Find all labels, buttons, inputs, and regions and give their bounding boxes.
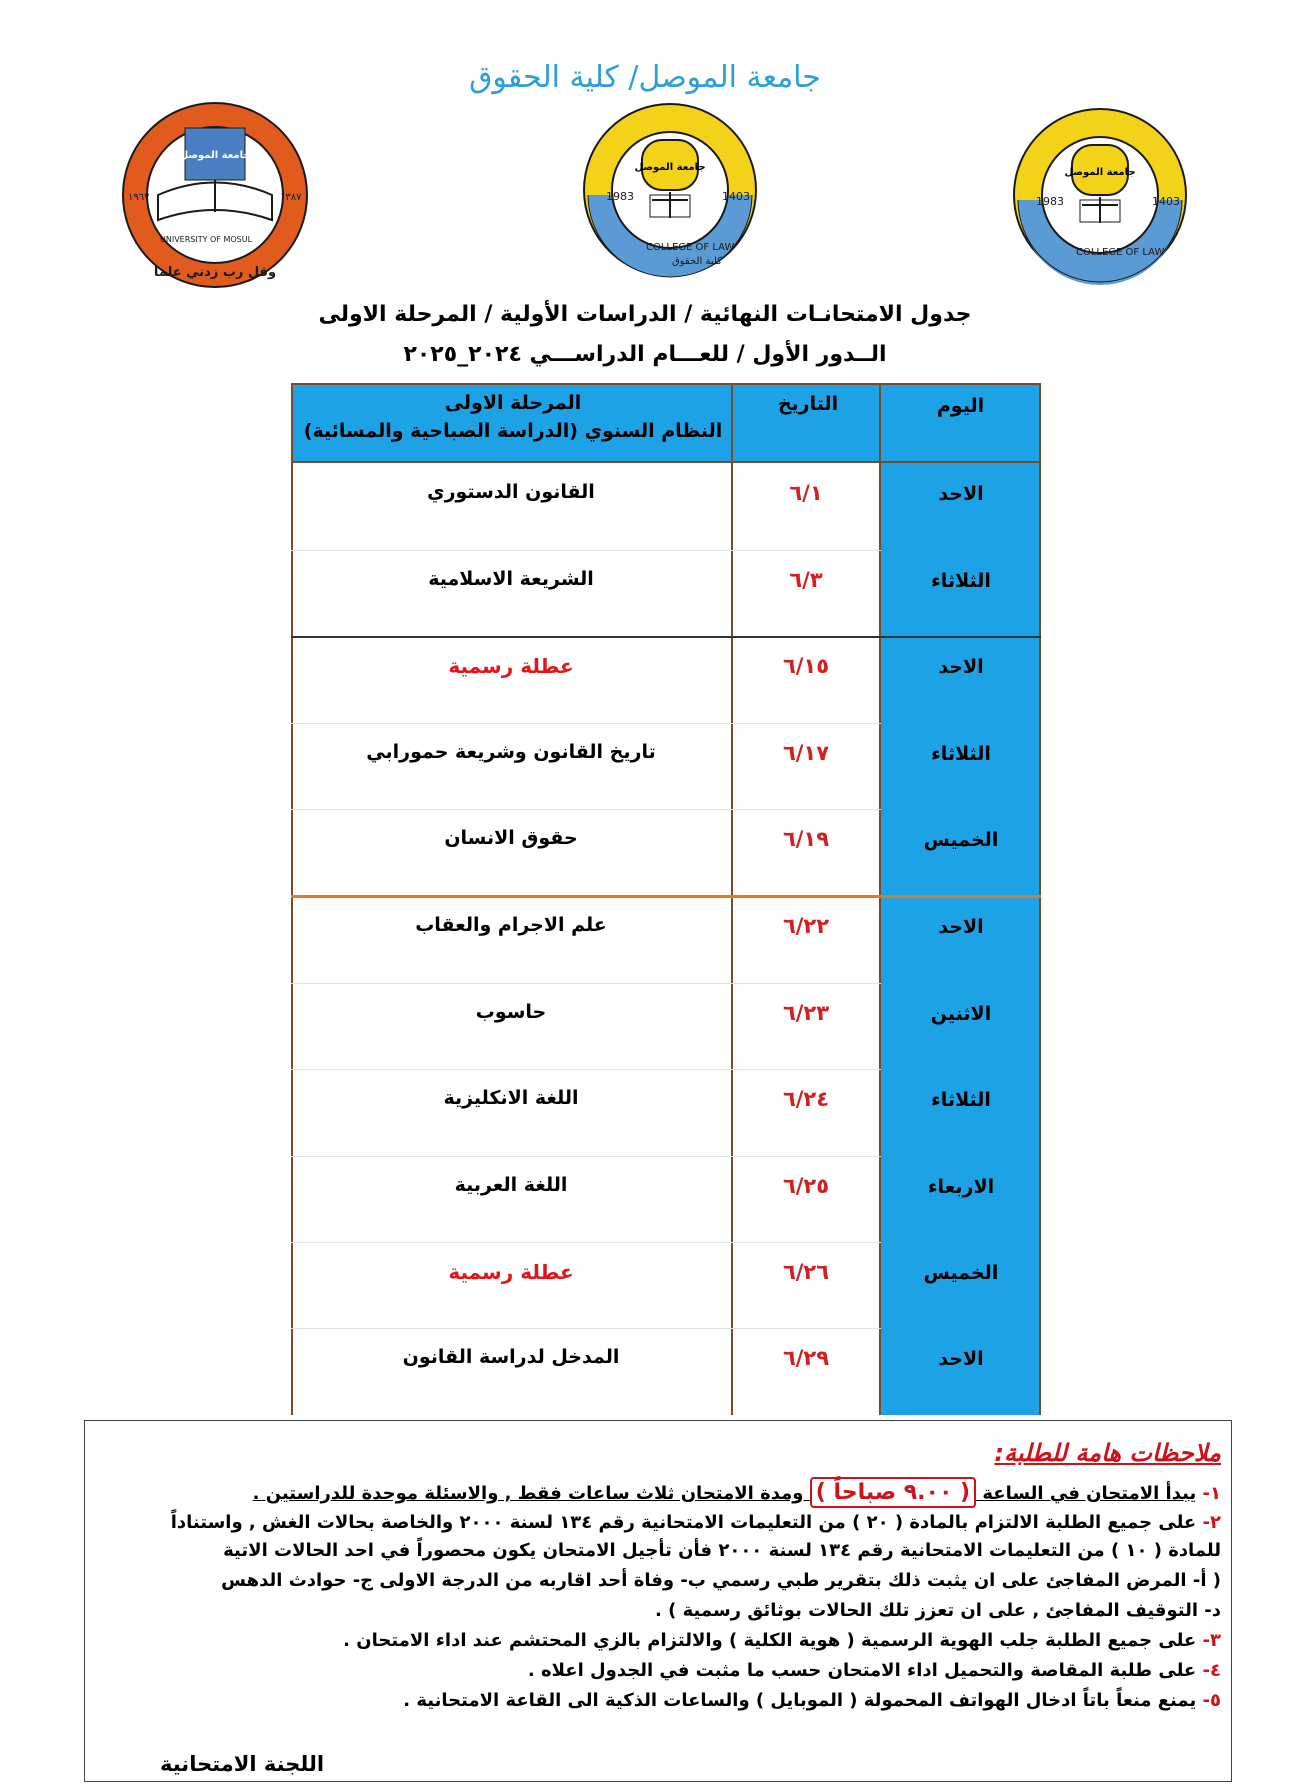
- table-row: [291, 983, 1041, 1069]
- row-subject: اللغة العربية: [454, 1174, 568, 1196]
- row-subject: علم الاجرام والعقاب: [415, 914, 607, 936]
- svg-text:١٩٦٧: ١٩٦٧: [128, 192, 150, 203]
- row-day: الاثنين: [930, 1003, 992, 1025]
- row-day: الاحد: [938, 656, 984, 678]
- table-row: [291, 463, 1041, 549]
- table-row: [291, 1156, 1041, 1242]
- svg-text:1403: 1403: [1152, 195, 1180, 208]
- schedule-subtitle: الــدور الأول / للعـــام الدراســـي ٢٠٢٤_٢٠٢٥: [403, 342, 887, 367]
- svg-text:كلية الحقوق: كلية الحقوق: [672, 256, 722, 267]
- header-day: اليوم: [936, 395, 985, 417]
- row-date: ٦/٢٣: [782, 1001, 830, 1025]
- row-day: الاحد: [938, 483, 984, 505]
- note-2-line-4: د- التوقيف المفاجئ , على ان تعزز تلك الحالات بوثائق رسمية ) .: [655, 1600, 1221, 1621]
- row-day: الثلاثاء: [931, 1089, 991, 1111]
- note-5: [96, 1687, 1221, 1714]
- note-2: [96, 1509, 1221, 1536]
- svg-text:COLLEGE OF LAW: COLLEGE OF LAW: [646, 242, 735, 253]
- college-of-law-logo-middle: [580, 100, 760, 280]
- row-subject: حقوق الانسان: [444, 827, 578, 849]
- svg-text:1403: 1403: [722, 190, 750, 203]
- note-number: ٥-: [1202, 1690, 1221, 1711]
- row-day: الثلاثاء: [931, 743, 991, 765]
- row-date: ٦/١٩: [782, 827, 830, 851]
- university-title: جامعة الموصل/ كلية الحقوق: [469, 60, 821, 95]
- header-date: التاريخ: [777, 393, 839, 415]
- table-row: [291, 1069, 1041, 1155]
- exam-schedule-table: [291, 383, 1041, 1415]
- table-header: [291, 383, 1041, 463]
- svg-text:1983: 1983: [606, 190, 634, 203]
- schedule-title: جدول الامتحانـات النهائية / الدراسات الأولية / المرحلة الاولى: [318, 302, 972, 327]
- svg-text:جامعة الموصل: جامعة الموصل: [179, 150, 251, 161]
- note-number: ٣-: [1202, 1630, 1221, 1651]
- notes-box: [84, 1420, 1232, 1782]
- row-date: ٦/٢٦: [782, 1260, 830, 1284]
- row-date: ٦/٣: [789, 568, 823, 592]
- note-2-line-1: على جميع الطلبة الالتزام بالمادة ( ٢٠ ) من التعليمات الامتحانية رقم ١٣٤ لسنة ٢٠٠٠ والخاصة بحالات الغش , واستناداً: [170, 1512, 1197, 1533]
- table-row: [291, 896, 1041, 982]
- row-subject: الشريعة الاسلامية: [428, 568, 594, 590]
- table-row: [291, 1242, 1041, 1328]
- note-number: ٤-: [1202, 1660, 1221, 1681]
- row-date: ٦/١٥: [782, 654, 830, 678]
- row-subject: حاسوب: [475, 1001, 547, 1023]
- note-4-text: على طلبة المقاصة والتحميل اداء الامتحان حسب ما مثبت في الجدول اعلاه .: [527, 1660, 1197, 1681]
- svg-text:وقل رب زدني علما: وقل رب زدني علما: [153, 265, 277, 280]
- row-subject-holiday: عطلة رسمية: [448, 1260, 574, 1284]
- row-date: ٦/٢٥: [782, 1174, 830, 1198]
- row-subject: القانون الدستوري: [427, 481, 595, 503]
- university-of-mosul-logo: [120, 100, 310, 290]
- row-date: ٦/٢٢: [782, 914, 830, 938]
- exam-committee-signature: اللجنة الامتحانية: [160, 1752, 325, 1776]
- college-of-law-logo-right: [1010, 105, 1190, 285]
- row-date: ٦/١٧: [782, 741, 830, 765]
- note-2-line-3: ( أ- المرض المفاجئ على ان يثبت ذلك بتقرير طبي رسمي ب- وفاة أحد اقاربه من الدرجة الاولى ج- حوادث الدهس: [221, 1570, 1221, 1591]
- svg-text:UNIVERSITY OF MOSUL: UNIVERSITY OF MOSUL: [160, 235, 253, 244]
- row-subject: اللغة الانكليزية: [443, 1087, 579, 1109]
- note-5-text: يمنع منعاً باتاً ادخال الهواتف المحمولة ( الموبايل ) والساعات الذكية الى القاعة الامتحانية .: [403, 1690, 1197, 1711]
- header-subject-line2: النظام السنوي (الدراسة الصباحية والمسائية): [303, 420, 723, 442]
- table-row: [291, 809, 1041, 895]
- logo-ar-text: جامعة الموصل: [1064, 167, 1136, 178]
- row-subject: تاريخ القانون وشريعة حمورابي: [366, 741, 656, 763]
- note-1: [96, 1477, 1221, 1508]
- row-day: الخميس: [923, 829, 999, 851]
- table-row: [291, 636, 1041, 722]
- table-row: [291, 1328, 1041, 1414]
- table-row: [291, 550, 1041, 636]
- note-1-text-b: ومدة الامتحان ثلاث ساعات فقط , والاسئلة موحدة للدراستين .: [252, 1483, 810, 1504]
- svg-text:COLLEGE OF LAW: COLLEGE OF LAW: [1076, 247, 1165, 258]
- row-day: الثلاثاء: [931, 570, 991, 592]
- row-subject: المدخل لدراسة القانون: [402, 1346, 620, 1368]
- notes-title: ملاحظات هامة للطلبة:: [994, 1439, 1221, 1467]
- svg-text:١٣٨٧: ١٣٨٧: [280, 192, 302, 203]
- row-day: الاحد: [938, 916, 984, 938]
- row-date: ٦/٢٤: [782, 1087, 830, 1111]
- row-day: الخميس: [923, 1262, 999, 1284]
- header-subject: [293, 389, 733, 445]
- note-1-text-a: يبدأ الامتحان في الساعة: [976, 1483, 1197, 1504]
- table-row: [291, 723, 1041, 809]
- note-3: [96, 1627, 1221, 1654]
- exam-time-highlight: ( ٩.٠٠ صباحاً ): [810, 1477, 976, 1508]
- row-date: ٦/٢٩: [782, 1346, 830, 1370]
- row-day: الاحد: [938, 1348, 984, 1370]
- note-3-text: على جميع الطلبة جلب الهوية الرسمية ( هوية الكلية ) والالتزام بالزي المحتشم عند اداء الامتحان .: [343, 1630, 1197, 1651]
- svg-text:جامعة الموصل: جامعة الموصل: [634, 162, 706, 173]
- note-4: [96, 1657, 1221, 1684]
- row-day: الاربعاء: [927, 1176, 995, 1198]
- note-number: ١-: [1202, 1483, 1221, 1504]
- svg-text:1983: 1983: [1036, 195, 1064, 208]
- note-2-line-2: للمادة ( ١٠ ) من التعليمات الامتحانية رقم ١٣٤ لسنة ٢٠٠٠ فأن تأجيل الامتحان يكون محصوراً في احد الحالات الاتية: [223, 1540, 1221, 1561]
- header-subject-line1: المرحلة الاولى: [444, 392, 582, 414]
- row-subject-holiday: عطلة رسمية: [448, 654, 574, 678]
- row-date: ٦/١: [789, 481, 823, 505]
- note-number: ٢-: [1202, 1512, 1221, 1533]
